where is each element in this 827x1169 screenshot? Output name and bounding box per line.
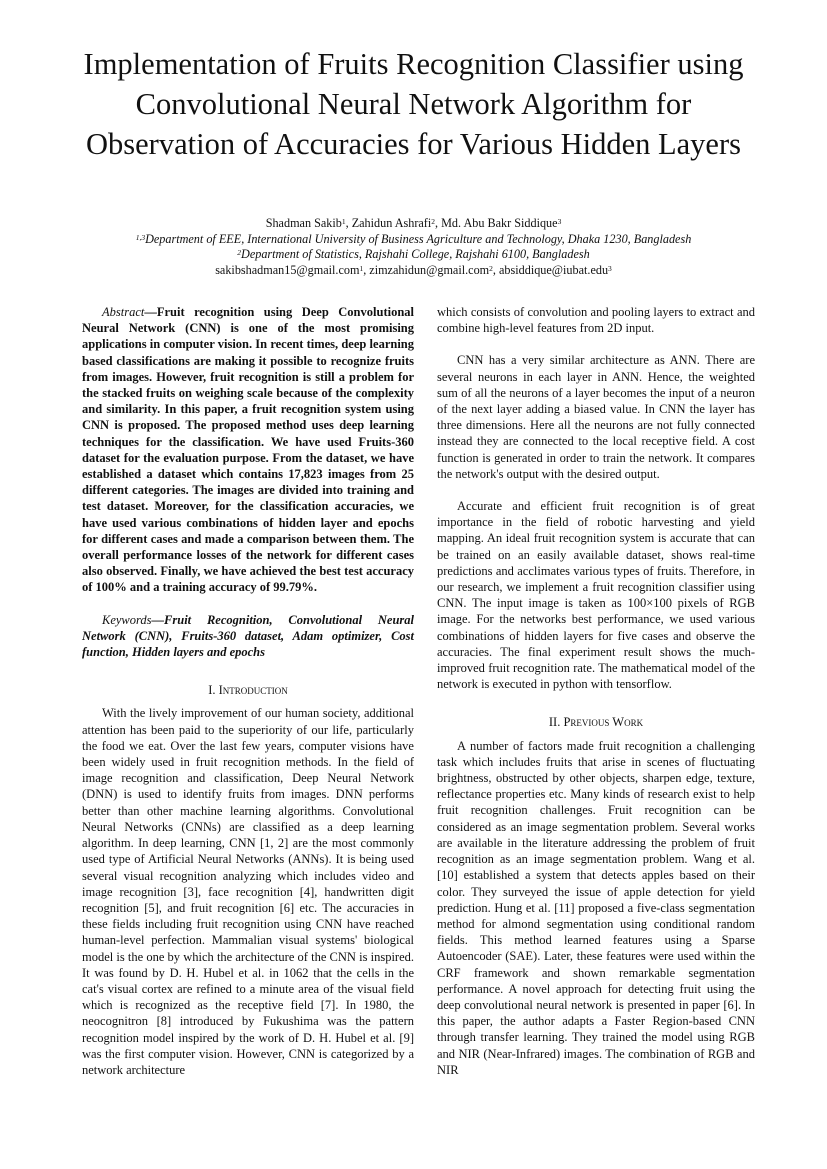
body-paragraph: CNN has a very similar architecture as ANN. There are several neurons in each layer in ANN. Hence, the weighted sum of all the neurons of a layer becomes the input of a neuron of the next layer adding a biased value. In CNN the layer has three dimensions. Here all the neurons are not fully connected instead they are connected to the local receptive field. A cost function is generated in order to train the network. It compares the network's output with the desired output. — [437, 353, 755, 481]
body-paragraph: Accurate and efficient fruit recognition is of great importance in the field of robotic harvesting and yield mapping. An ideal fruit recognition system is accurate that can be trained on an easily available dataset, shows real-time predictions and acclimates various types of fruits. Therefore, in our research, we implement a fruit recognition classifier using CNN. The input image is taken as 100×100 pixels of RGB image. For the networks best performance, we used various combinations of hidden layers for five cases and observe the accuracies. The final experiment result shows the much-improved fruit recognition rate. The mathematical model of the network is executed in python with tensorflow. — [437, 499, 755, 692]
right-column — [437, 304, 755, 1078]
author-sup: 2 — [431, 217, 435, 226]
author-names: Shadman Sakib$^1$, Zahidun Ashrafi$^2$, Md. Abu Bakr Siddique$^3$ — [265, 216, 562, 230]
abstract-text: —Fruit recognition using Deep Convolutional Neural Network (CNN) is one of the most promising applications in computer vision. In recent times, deep learning based classifications are making it possible to recognize fruits from images. However, fruit recognition is still a problem for the stacked fruits on weighing scale because of the complexity and similarity. In this paper, a fruit recognition system using CNN is proposed. The proposed method uses deep learning techniques for the classification. We have used Fruits-360 dataset for the evaluation purpose. From the dataset, we have established a dataset which contains 17,823 images from 25 different categories. The images are divided into training and test dataset. Moreover, for the classification accuracies, we have used various combinations of hidden layer and epochs for different cases and made a comparison between them. The overall performance losses of the network for different cases also observed. Finally, we have achieved the best test accuracy of 100% and a training accuracy of 99.79%. — [82, 305, 414, 595]
email: zimzahidun@gmail.com — [369, 262, 490, 277]
body-paragraph: With the lively improvement of our human society, additional attention has been paid to the superiority of our life, particularly the food we eat. Over the last few years, computer visions have been widely used in fruit recognition methods. In the field of image recognition and classification, Deep Neural Network (DNN) is used to identify fruits from images. DNN performs better than other machine learning algorithms. Convolutional Neural Networks (CNNs) are classified as a deep learning algorithm. In deep learning, CNN [1, 2] are the most commonly used type of Artificial Neural Networks (ANNs). It is being used several visual recognition analyzing which includes video and image recognition [3], face recognition [4], handwritten digit recognition [5], and fruit recognition [6] etc. The accuracies in these fields including fruit recognition using CNN have reached human-level perfection. Mammalian visual systems' biological model is the one by which the architecture of the CNN is inspired. It was found by D. H. Hubel et al. in 1062 that the cells in the cat's visual cortex are refined to a minute area of the visual field which is recognized as the receptive field [7]. In 1980, the neocognitron [8] introduced by Fukushima was the pattern recognition model inspired by the work of D. H. Hubel et al. [9] was the first computer vision. However, CNN is categorized by a network architecture — [82, 706, 414, 1077]
body-paragraph: A number of factors made fruit recognition a challenging task which includes fruits that arise in scenes of fluctuating brightness, obstructed by other objects, sharpen edge, texture, reflectance properties etc. Many kinds of research exist to help fruit recognition challenges. Fruit recognition can be considered as an image segmentation problem. Several works are available in the literature addressing the problem of fruit recognition as an image segmentation problem. Wang et al. [10] established a system that detects apples based on their color. They surveyed the issue of apple detection for yield prediction. Hung et al. [11] proposed a five-class segmentation method for almond segmentation using conditional random fields. This method learned features using a Sparse Autoencoder (SAE). Later, these features were used within the CRF framework and shown remarkable segmentation performance. A novel approach for detecting fruit using the deep convolutional neural network is presented in paper [6]. In this paper, the author adapts a Faster Region-based CNN through transfer learning. They trained the model using RGB and NIR (Near-Infrared) images. The combination of RGB and NIR — [437, 738, 755, 1077]
affil-text: Department of EEE, International University of Business Agriculture and Technology, Dhaka 1230, Bangladesh — [145, 231, 692, 246]
author-sup: 1 — [341, 217, 346, 226]
left-column — [82, 304, 414, 1077]
email-sup: 3 — [608, 263, 612, 273]
author-name: Md. Abu Bakr Siddique — [441, 216, 558, 230]
author-sup: 3 — [557, 217, 562, 226]
section-heading — [82, 682, 414, 698]
keywords-text: —Fruit Recognition, Convolutional Neural Network (CNN), Fruits-360 dataset, Adam optimizer, Cost function, Hidden layers and epochs — [82, 612, 414, 660]
abstract — [82, 304, 414, 596]
section-number: I. — [208, 683, 216, 698]
keywords — [82, 612, 414, 661]
abstract-label: Abstract — [102, 305, 145, 319]
email-sup: 2 — [489, 263, 493, 273]
author-name: Shadman Sakib — [265, 216, 342, 230]
email: absiddique@iubat.edu — [499, 262, 609, 277]
keywords-label: Keywords — [102, 612, 152, 627]
affiliation — [60, 232, 767, 248]
section-heading — [437, 714, 755, 730]
author-name: Zahidun Ashrafi — [351, 216, 432, 230]
affil-sup: 1,3 — [135, 232, 146, 242]
section-number: II. — [548, 715, 561, 730]
paper-title: Implementation of Fruits Recognition Classifier using Convolutional Neural Network Algorithm for Observation of Accuracies for Various Hidden Layers — [83, 47, 744, 161]
email: sakibshadman15@gmail.com — [215, 262, 360, 277]
email-sup: 1 — [359, 263, 364, 273]
affiliation — [60, 247, 767, 263]
body-paragraph-continued: which consists of convolution and pooling layers to extract and combine high-level features from 2D input. — [437, 305, 755, 336]
author-emails: sakibshadman15@gmail.com$^1$, zimzahidun@gmail.com$^2$, absiddique@iubat.edu$^3$ — [215, 262, 612, 277]
affil-text: Department of Statistics, Rajshahi College, Rajshahi 6100, Bangladesh — [241, 247, 590, 261]
affil-sup: 2 — [237, 248, 242, 257]
author-block — [60, 216, 767, 278]
section-title: Previous Work — [563, 715, 644, 730]
section-title: Introduction — [218, 683, 288, 698]
